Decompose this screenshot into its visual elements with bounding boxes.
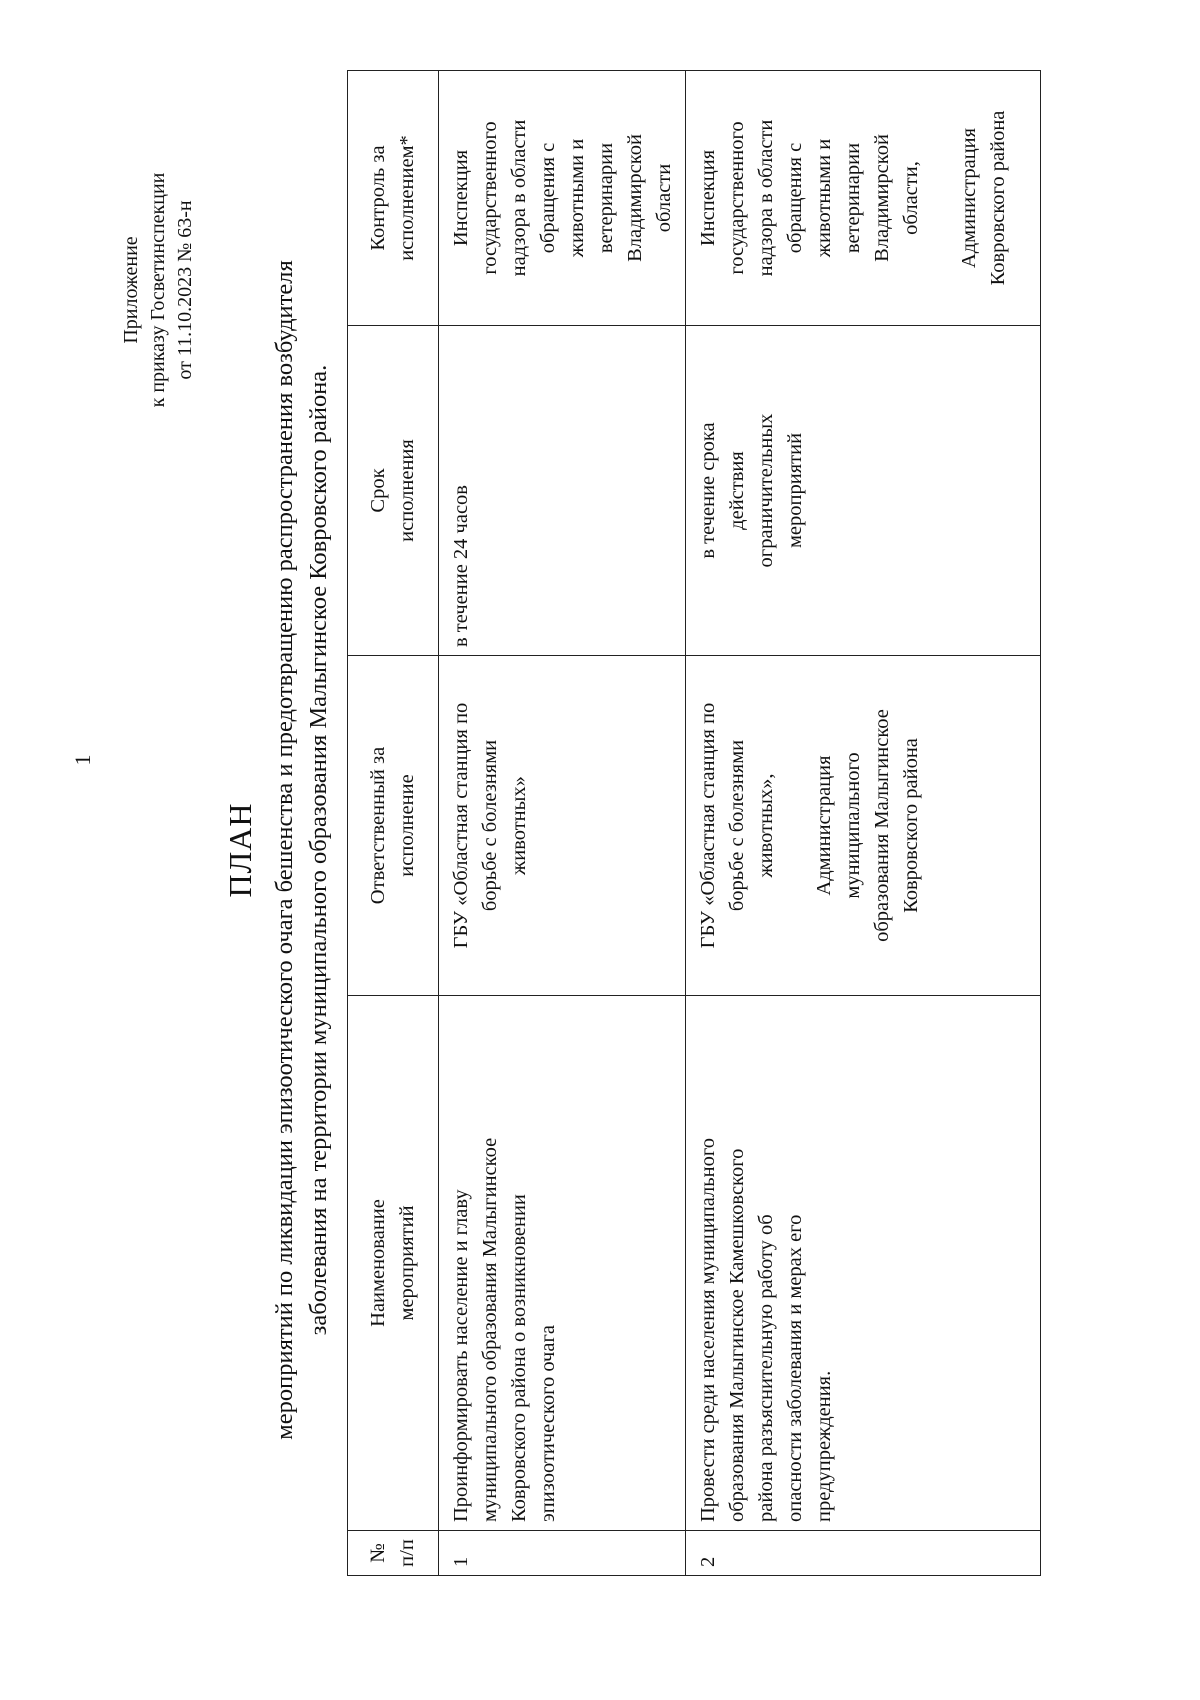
cell-responsible: ГБУ «Областная станция по борьбе с болезнями животных» bbox=[439, 656, 686, 996]
page-number: 1 bbox=[70, 754, 95, 766]
cell-deadline: в течение 24 часов bbox=[439, 326, 686, 656]
header-num: № п/п bbox=[348, 1531, 439, 1576]
cell-name: Провести среди населения муниципального образования Малыгинское Камешковского района разъяснительную работу об опасности заболевания и мерах его предупреждения. bbox=[686, 996, 1041, 1531]
document-title: ПЛАН bbox=[222, 802, 258, 898]
cell-responsible: ГБУ «Областная станция по борьбе с болезнями животных», Администрация муниципального образования Малыгинское Ковровского района bbox=[686, 656, 1041, 996]
appendix-line: от 11.10.2023 № 63-н bbox=[174, 200, 196, 380]
appendix-header bbox=[118, 140, 199, 440]
cell-deadline: в течение срока действия ограничительных мероприятий bbox=[686, 326, 1041, 656]
appendix-line: к приказу Госветинспекции bbox=[147, 172, 169, 408]
cell-control: Инспекция государственного надзора в области обращения с животными и ветеринарии Владимирской области, Администрация Ковровского района bbox=[686, 71, 1041, 326]
plan-table bbox=[347, 70, 1041, 1576]
appendix-line: Приложение bbox=[120, 236, 142, 344]
cell-name: Проинформировать население и главу муниципального образования Малыгинское Ковровского района о возникновении эпизоотического очага bbox=[439, 996, 686, 1531]
cell-num: 2 bbox=[686, 1531, 1041, 1576]
subtitle-line: мероприятий по ликвидации эпизоотического очага бешенства и предотвращению распространения возбудителя bbox=[271, 260, 298, 1440]
cell-num: 1 bbox=[439, 1531, 686, 1576]
header-name: Наименование мероприятий bbox=[348, 996, 439, 1531]
cell-control: Инспекция государственного надзора в области обращения с животными и ветеринарии Владимирской области bbox=[439, 71, 686, 326]
table-header-row bbox=[348, 71, 439, 1576]
header-deadline: Срок исполнения bbox=[348, 326, 439, 656]
subtitle-line: заболевания на территории муниципального образования Малыгинское Ковровского района. bbox=[305, 364, 332, 1336]
table-row bbox=[686, 71, 1041, 1576]
header-responsible: Ответственный за исполнение bbox=[348, 656, 439, 996]
document-subtitle bbox=[268, 60, 336, 1640]
table-row bbox=[439, 71, 686, 1576]
header-control: Контроль за исполнением* bbox=[348, 71, 439, 326]
